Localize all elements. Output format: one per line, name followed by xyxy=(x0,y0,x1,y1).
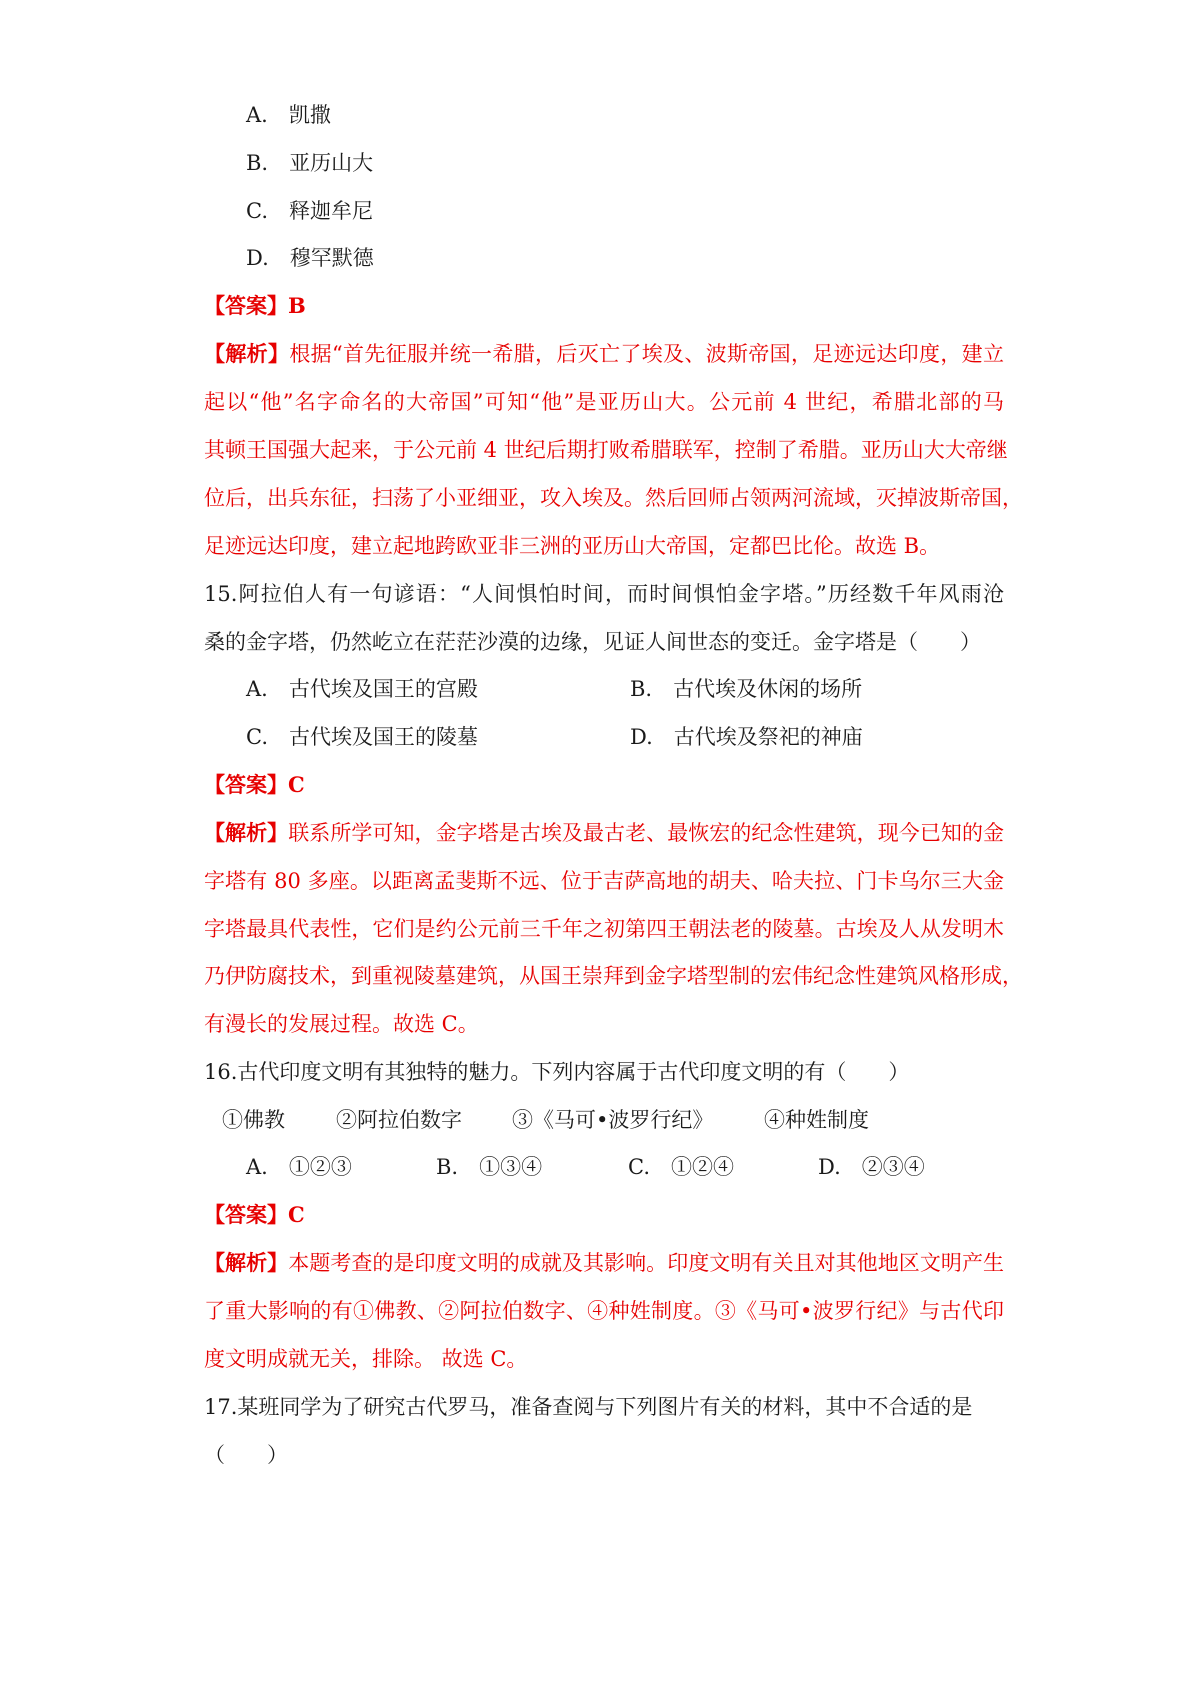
q16-analysis-line-1 xyxy=(204,1249,1004,1277)
analysis-text: 本题考查的是印度文明的成就及其影响。印度文明有关且对其他地区文明产生 xyxy=(288,1251,1004,1275)
q14-option-b: B. 亚历山大 xyxy=(246,151,374,175)
answer-value: B xyxy=(288,293,306,318)
answer-value: C xyxy=(288,1202,305,1227)
q16-item-3: ③《马可•波罗行纪》 xyxy=(512,1108,714,1132)
answer-tag: 【答案】 xyxy=(204,772,288,797)
q16-stem: 16.古代印度文明有其独特的魅力。下列内容属于古代印度文明的有（ ） xyxy=(204,1060,910,1084)
q14-analysis-line-3: 其顿王国强大起来，于公元前 4 世纪后期打败希腊联军，控制了希腊。亚历山大大帝继 xyxy=(204,438,1008,462)
q14-analysis-line-1 xyxy=(204,340,1004,368)
q17-stem-line-1: 17.某班同学为了研究古代罗马，准备查阅与下列图片有关的材料，其中不合适的是 xyxy=(204,1395,973,1419)
analysis-tag: 【解析】 xyxy=(204,820,289,845)
q15-analysis-line-2: 字塔有 80 多座。以距离孟斐斯不远、位于吉萨高地的胡夫、哈夫拉、门卡乌尔三大金 xyxy=(204,869,1004,893)
q15-option-d: D. 古代埃及祭祀的神庙 xyxy=(630,725,863,749)
q15-option-a: A. 古代埃及国王的宫殿 xyxy=(246,677,478,701)
q16-item-2: ②阿拉伯数字 xyxy=(336,1108,462,1132)
analysis-text: 根据“首先征服并统一希腊，后灭亡了埃及、波斯帝国，足迹远达印度，建立 xyxy=(289,342,1005,366)
q16-item-4: ④种姓制度 xyxy=(764,1108,869,1132)
q15-option-c: C. 古代埃及国王的陵墓 xyxy=(246,725,478,749)
analysis-text: 联系所学可知，金字塔是古埃及最古老、最恢宏的纪念性建筑，现今已知的金 xyxy=(288,821,1004,845)
q15-stem-line-2: 桑的金字塔，仍然屹立在茫茫沙漠的边缘，见证人间世态的变迁。金字塔是（ ） xyxy=(204,630,981,654)
q14-analysis-line-4: 位后，出兵东征，扫荡了小亚细亚，攻入埃及。然后回师占领两河流域，灭掉波斯帝国， xyxy=(204,486,1023,510)
q14-analysis-line-5: 足迹远达印度，建立起地跨欧亚非三洲的亚历山大帝国，定都巴比伦。故选 B。 xyxy=(204,534,941,558)
q16-option-b: B. ①③④ xyxy=(436,1155,543,1179)
analysis-tag: 【解析】 xyxy=(204,341,290,366)
q14-option-a: A. 凯撒 xyxy=(246,103,331,127)
q16-option-a: A. ①②③ xyxy=(246,1155,352,1179)
q16-option-d: D. ②③④ xyxy=(818,1155,925,1179)
answer-tag: 【答案】 xyxy=(204,1202,288,1227)
q16-analysis-line-2: 了重大影响的有①佛教、②阿拉伯数字、④种姓制度。③《马可•波罗行纪》与古代印 xyxy=(204,1299,1004,1323)
q15-analysis-line-5: 有漫长的发展过程。故选 C。 xyxy=(204,1012,479,1036)
q16-answer xyxy=(204,1201,305,1229)
q17-stem-line-2: （ ） xyxy=(204,1443,288,1467)
answer-value: C xyxy=(288,772,305,797)
q14-option-c: C. 释迦牟尼 xyxy=(246,199,373,223)
q16-analysis-line-3: 度文明成就无关，排除。 故选 C。 xyxy=(204,1347,528,1371)
q15-analysis-line-1 xyxy=(204,819,1004,847)
q15-analysis-line-4: 乃伊防腐技术，到重视陵墓建筑，从国王崇拜到金字塔型制的宏伟纪念性建筑风格形成， xyxy=(204,964,1023,988)
q16-item-1: ①佛教 xyxy=(222,1108,285,1132)
analysis-tag: 【解析】 xyxy=(204,1250,289,1275)
answer-tag: 【答案】 xyxy=(204,293,288,318)
q15-option-b: B. 古代埃及休闲的场所 xyxy=(630,677,863,701)
q15-answer xyxy=(204,771,305,799)
q14-analysis-line-2: 起以“他”名字命名的大帝国”可知“他”是亚历山大。公元前 4 世纪，希腊北部的马 xyxy=(204,390,1004,414)
q14-answer xyxy=(204,292,306,320)
q15-stem-line-1: 15.阿拉伯人有一句谚语：“人间惧怕时间，而时间惧怕金字塔。”历经数千年风雨沧 xyxy=(204,582,1004,606)
q14-option-d: D. 穆罕默德 xyxy=(246,246,374,270)
q15-analysis-line-3: 字塔最具代表性，它们是约公元前三千年之初第四王朝法老的陵墓。古埃及人从发明木 xyxy=(204,917,1004,941)
q16-option-c: C. ①②④ xyxy=(628,1155,734,1179)
